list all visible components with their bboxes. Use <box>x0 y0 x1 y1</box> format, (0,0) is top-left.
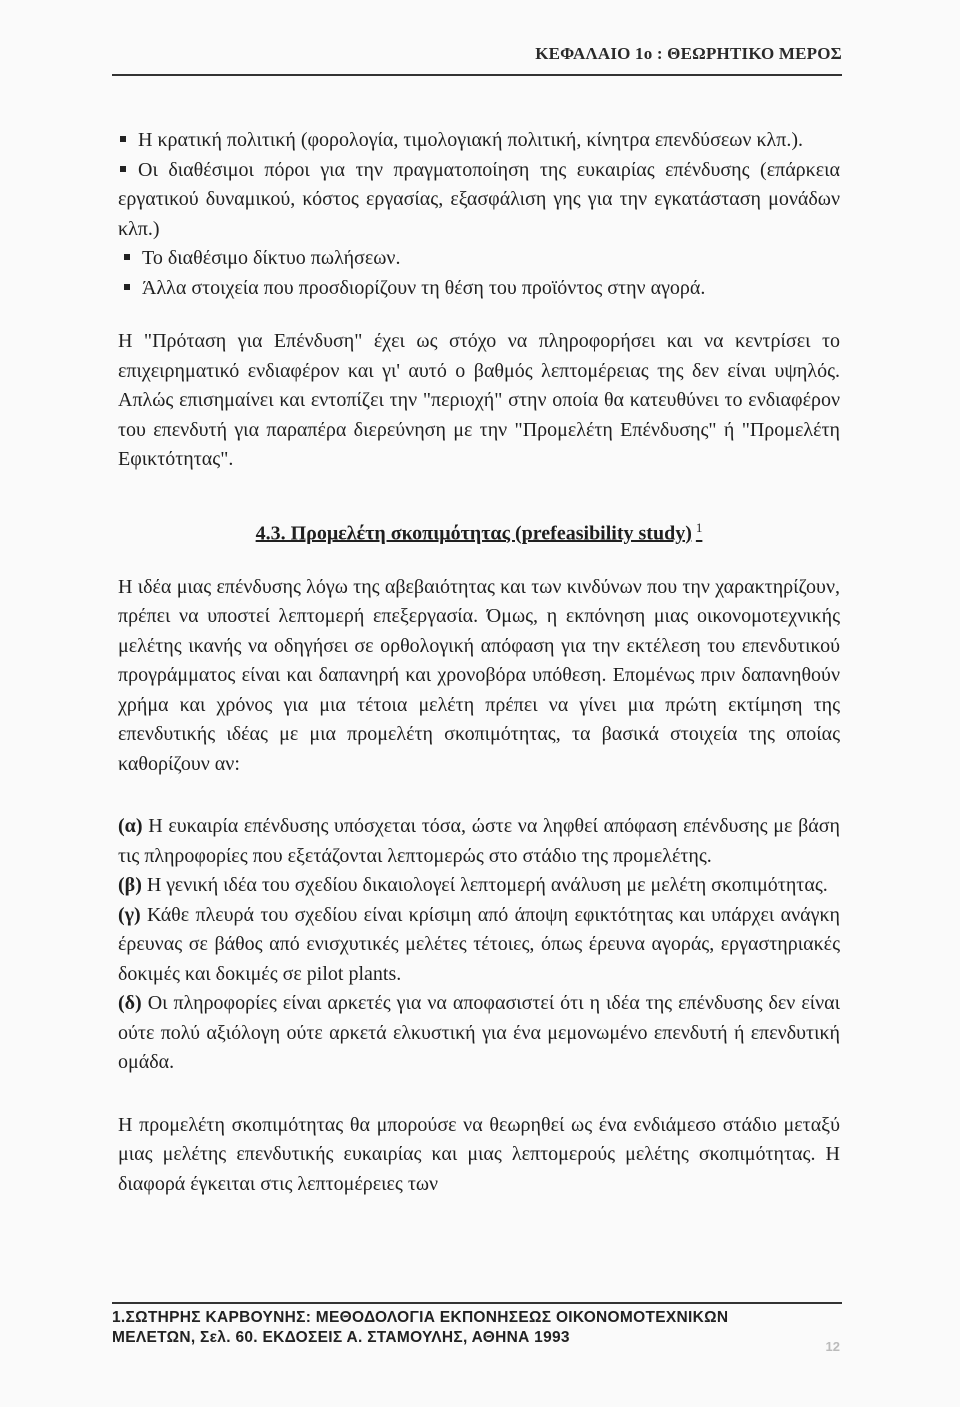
paragraph-idea: Η ιδέα μιας επένδυσης λόγω της αβεβαιότητας και των κινδύνων που την χαρακτηρίζουν, πρέπει να υποστεί λεπτομερή επεξεργασία. Όμως, η εκπόνηση μιας οικονομοτεχνικής μελέτης ικανής να οδηγήσει σε ορθολογική απόφαση για την εκτέλεση του επενδυτικού προγράμματος είναι και δαπανηρή και χρονοβόρα υπόθεση. Επομένως πριν δαπανηθούν χρήμα και χρόνος για μια τέτοια μελέτη πρέπει να γίνει μια πρώτη εκτίμηση της επενδυτικής ιδέας με μια προμελέτη σκοπιμότητας, τα βασικά στοιχεία της οποίας καθορίζουν αν: <box>118 575 840 775</box>
header-rule <box>112 74 842 76</box>
paragraph-final: Η προμελέτη σκοπιμότητας θα μπορούσε να θεωρηθεί ως ένα ενδιάμεσο στάδιο μεταξύ μιας μελέτης επενδυτικής ευκαιρίας και μιας λεπτομερούς μελέτης σκοπιμότητας. Η διαφορά έγκειται στις λεπτομέρειες των <box>118 1113 840 1195</box>
list-item <box>118 989 840 1078</box>
list-item <box>118 812 840 871</box>
paragraph-proposal: Η "Πρόταση για Επένδυση" έχει ως στόχο να πληροφορήσει και να κεντρίσει το επιχειρηματικό ενδιαφέρον και γι' αυτό ο βαθμός λεπτομέρειας της δεν είναι υψηλός. Απλώς επισημαίνει και εντοπίζει την "περιοχή" στην οποία θα κατευθύνει το ενδιαφέρον του επενδυτή για παραπέρα διερεύνηση με την "Προμελέτη Επένδυσης" ή "Προμελέτη Εφικτότητας". <box>118 330 840 470</box>
list-item <box>118 871 840 901</box>
bullet-item <box>118 274 840 304</box>
chapter-header: ΚΕΦΑΛΑΙΟ 1ο : ΘΕΩΡΗΤΙΚΟ ΜΕΡΟΣ <box>535 44 842 63</box>
bullet-icon <box>120 136 126 142</box>
list-item <box>118 901 840 990</box>
page-body <box>118 126 840 1199</box>
spacer <box>118 549 840 573</box>
item-text: Οι πληροφορίες είναι αρκετές για να αποφασιστεί ότι η ιδέα της επένδυσης δεν είναι ούτε πολύ αξιόλογη ούτε αρκετά ελκυστική για ένα μεμονωμένο επενδυτή ή επενδυτική ομάδα. <box>118 992 840 1074</box>
item-text: Η ευκαιρία επένδυσης υπόσχεται τόσα, ώστε να ληφθεί απόφαση επένδυσης με βάση τις πληροφορίες που εξετάζονται λεπτομερώς στο στάδιο της προμελέτης. <box>118 815 840 867</box>
spacer <box>118 1078 840 1111</box>
item-text: Κάθε πλευρά του σχεδίου είναι κρίσιμη από άποψη εφικτότητας και υπάρχει ανάγκη έρευνας σε βάθος από ενισχυτικές μελέτες τέτοιες, όπως έρευνα αγοράς, εργαστηριακές δοκιμές και δοκιμές σε pilot plants. <box>118 903 840 985</box>
footnote-line: 1.ΣΩΤΗΡΗΣ ΚΑΡΒΟΥΝΗΣ: ΜΕΘΟΔΟΛΟΓΙΑ ΕΚΠΟΝΗΣΕΩΣ ΟΙΚΟΝΟΜΟΤΕΧΝΙΚΩΝ <box>112 1309 729 1326</box>
bullet-text: Το διαθέσιμο δίκτυο πωλήσεων. <box>142 247 401 269</box>
spacer <box>118 303 840 327</box>
item-text: Η γενική ιδέα του σχεδίου δικαιολογεί λεπτομερή ανάλυση με μελέτη σκοπιμότητας. <box>146 874 828 897</box>
bullet-item <box>118 126 840 156</box>
spacer <box>118 779 840 812</box>
bullet-text: Άλλα στοιχεία που προσδιορίζουν τη θέση του προϊόντος στην αγορά. <box>142 276 706 299</box>
item-marker: (δ) <box>118 992 142 1015</box>
section-heading-text: 4.3. Προμελέτη σκοπιμότητας (prefeasibility study) <box>255 522 692 545</box>
bullet-item <box>118 244 840 274</box>
bullet-item <box>118 156 840 245</box>
section-heading <box>118 513 840 549</box>
item-marker: (β) <box>118 874 142 897</box>
footnote-rule <box>112 1302 842 1304</box>
footnote-reference: 1 <box>695 519 703 535</box>
spacer <box>118 475 840 513</box>
page-number: 12 <box>825 1339 840 1354</box>
bullet-icon <box>124 254 130 260</box>
bullet-icon <box>124 284 130 290</box>
bullet-text: Η κρατική πολιτική (φορολογία, τιμολογιακή πολιτική, κίνητρα επενδύσεων κλπ.). <box>138 129 803 151</box>
bullet-text: Οι διαθέσιμοι πόροι για την πραγματοποίηση της ευκαιρίας επένδυσης (επάρκεια εργατικού δυναμικού, κόστος εργασίας, εξασφάλιση γης για την εγκατάσταση μονάδων κλπ.) <box>118 158 840 240</box>
bullet-icon <box>120 166 126 172</box>
footnote-line: ΜΕΛΕΤΩΝ, Σελ. 60. ΕΚΔΟΣΕΙΣ Α. ΣΤΑΜΟΥΛΗΣ, ΑΘΗΝΑ 1993 <box>112 1329 570 1346</box>
item-marker: (α) <box>118 815 143 838</box>
footnote <box>112 1308 842 1348</box>
item-marker: (γ) <box>118 903 141 926</box>
